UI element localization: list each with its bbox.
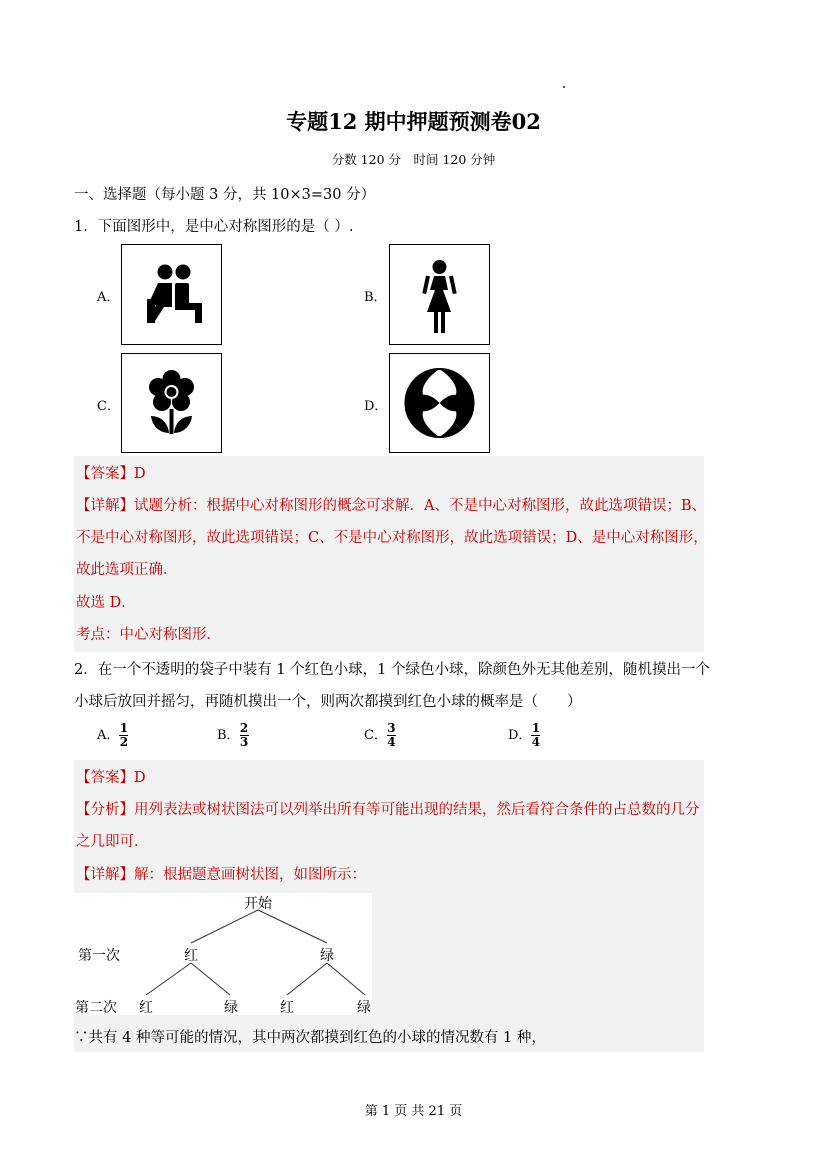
- q2-option-b-num: 2: [239, 721, 249, 735]
- q1-detail-text-1: 试题分析：根据中心对称图形的概念可求解．A、不是中心对称图形，故此选项错误；B、: [134, 498, 707, 514]
- two-people-sitting-icon: [122, 245, 221, 344]
- q2-option-a-label: A．: [97, 728, 120, 743]
- q2-stem-line-1: 2．在一个不透明的袋子中装有 1 个红色小球，1 个绿色小球，除颜色外无其他差别，随机摸出一个: [74, 662, 710, 678]
- q1-detail-line-2: 不是中心对称图形，故此选项错误；C、不是中心对称图形，故此选项错误；D、是中心对称图形，: [76, 530, 708, 546]
- q1-option-c-image: [121, 353, 222, 453]
- q1-option-d-image: [389, 353, 490, 453]
- q2-option-a: [97, 722, 128, 749]
- q1-detail-line-5: 考点：中心对称图形．: [76, 627, 221, 643]
- q2-detail-line: [76, 863, 366, 884]
- q2-analysis-line-1: [76, 798, 700, 819]
- q1-detail-line-1: [76, 494, 706, 515]
- q2-option-b-label: B．: [217, 728, 240, 743]
- q2-option-d-label: D．: [508, 728, 532, 743]
- tree-level2-node-3: 红: [280, 1000, 294, 1016]
- q2-option-d-num: 1: [531, 721, 541, 735]
- tree-level2-node-4: 绿: [357, 1000, 371, 1016]
- q1-option-b-label: B．: [364, 290, 387, 305]
- q2-detail-text: 解：根据题意画树状图，如图所示：: [134, 867, 366, 883]
- q2-analysis-tag: 【分析】: [76, 802, 134, 818]
- q2-option-b-fraction: [240, 722, 249, 749]
- q1-option-a-label: A．: [97, 290, 120, 305]
- q2-answer: 【答案】D: [76, 770, 146, 786]
- q2-analysis-text-1: 用列表法或树状图法可以列举出所有等可能出现的结果，然后看符合条件的占总数的几分: [134, 802, 700, 818]
- q2-detail-tag: 【详解】: [76, 867, 134, 883]
- q1-option-d-label: D．: [364, 399, 388, 414]
- q2-option-d-den: 4: [531, 735, 541, 749]
- q2-analysis-line-2: 之几即可．: [76, 834, 149, 850]
- q1-answer: 【答案】D: [76, 466, 146, 482]
- q2-option-b-den: 3: [239, 735, 249, 749]
- q2-option-c-fraction: [387, 722, 396, 749]
- q2-stem-line-2: 小球后放回并摇匀，再随机摸出一个，则两次都摸到红色小球的概率是（ ）: [74, 694, 582, 710]
- tree-root: 开始: [244, 896, 272, 912]
- q1-option-c-label: C．: [97, 399, 120, 414]
- q2-option-d-fraction: [531, 722, 540, 749]
- scan-dot: [563, 86, 565, 88]
- q2-option-c: [364, 722, 396, 749]
- q1-detail-tag: 【详解】: [76, 498, 134, 514]
- page-footer: 第 1 页 共 21 页: [364, 1104, 463, 1119]
- tree-diagram: [74, 893, 372, 1015]
- q2-conclusion: ∵共有 4 种等可能的情况，其中两次都摸到红色的小球的情况数有 1 种，: [74, 1030, 546, 1046]
- q2-option-b: [217, 722, 249, 749]
- tree-level1-label: 第一次: [78, 948, 120, 964]
- q1-detail-line-3: 故此选项正确．: [76, 562, 178, 578]
- tree-level1-node-red: 红: [184, 948, 198, 964]
- q1-stem: 1．下面图形中，是中心对称图形的是（ ）.: [74, 219, 354, 235]
- q2-option-c-label: C．: [364, 728, 387, 743]
- tree-level2-node-2: 绿: [224, 1000, 238, 1016]
- woman-figure-icon: [390, 245, 489, 344]
- q2-option-d: [508, 722, 540, 749]
- q2-option-a-num: 1: [119, 721, 129, 735]
- q1-option-b-image: [389, 244, 490, 345]
- q2-option-c-num: 3: [387, 721, 396, 735]
- tree-level2-label: 第二次: [75, 1000, 117, 1016]
- circle-petal-pattern-icon: [390, 354, 489, 452]
- tree-level1-node-green: 绿: [320, 948, 334, 964]
- q1-detail-line-4: 故选 D．: [76, 595, 136, 611]
- page-subtitle: 分数 120 分 时间 120 分钟: [331, 152, 496, 167]
- q1-option-a-image: [121, 244, 222, 345]
- page-title: 专题12 期中押题预测卷02: [286, 109, 541, 134]
- q2-option-a-fraction: [119, 722, 128, 749]
- q2-option-c-den: 4: [387, 735, 396, 749]
- tree-level2-node-1: 红: [139, 1000, 153, 1016]
- flower-icon: [122, 354, 221, 452]
- section-heading: 一、选择题（每小题 3 分，共 10×3=30 分）: [74, 187, 376, 203]
- q2-option-a-den: 2: [119, 735, 129, 749]
